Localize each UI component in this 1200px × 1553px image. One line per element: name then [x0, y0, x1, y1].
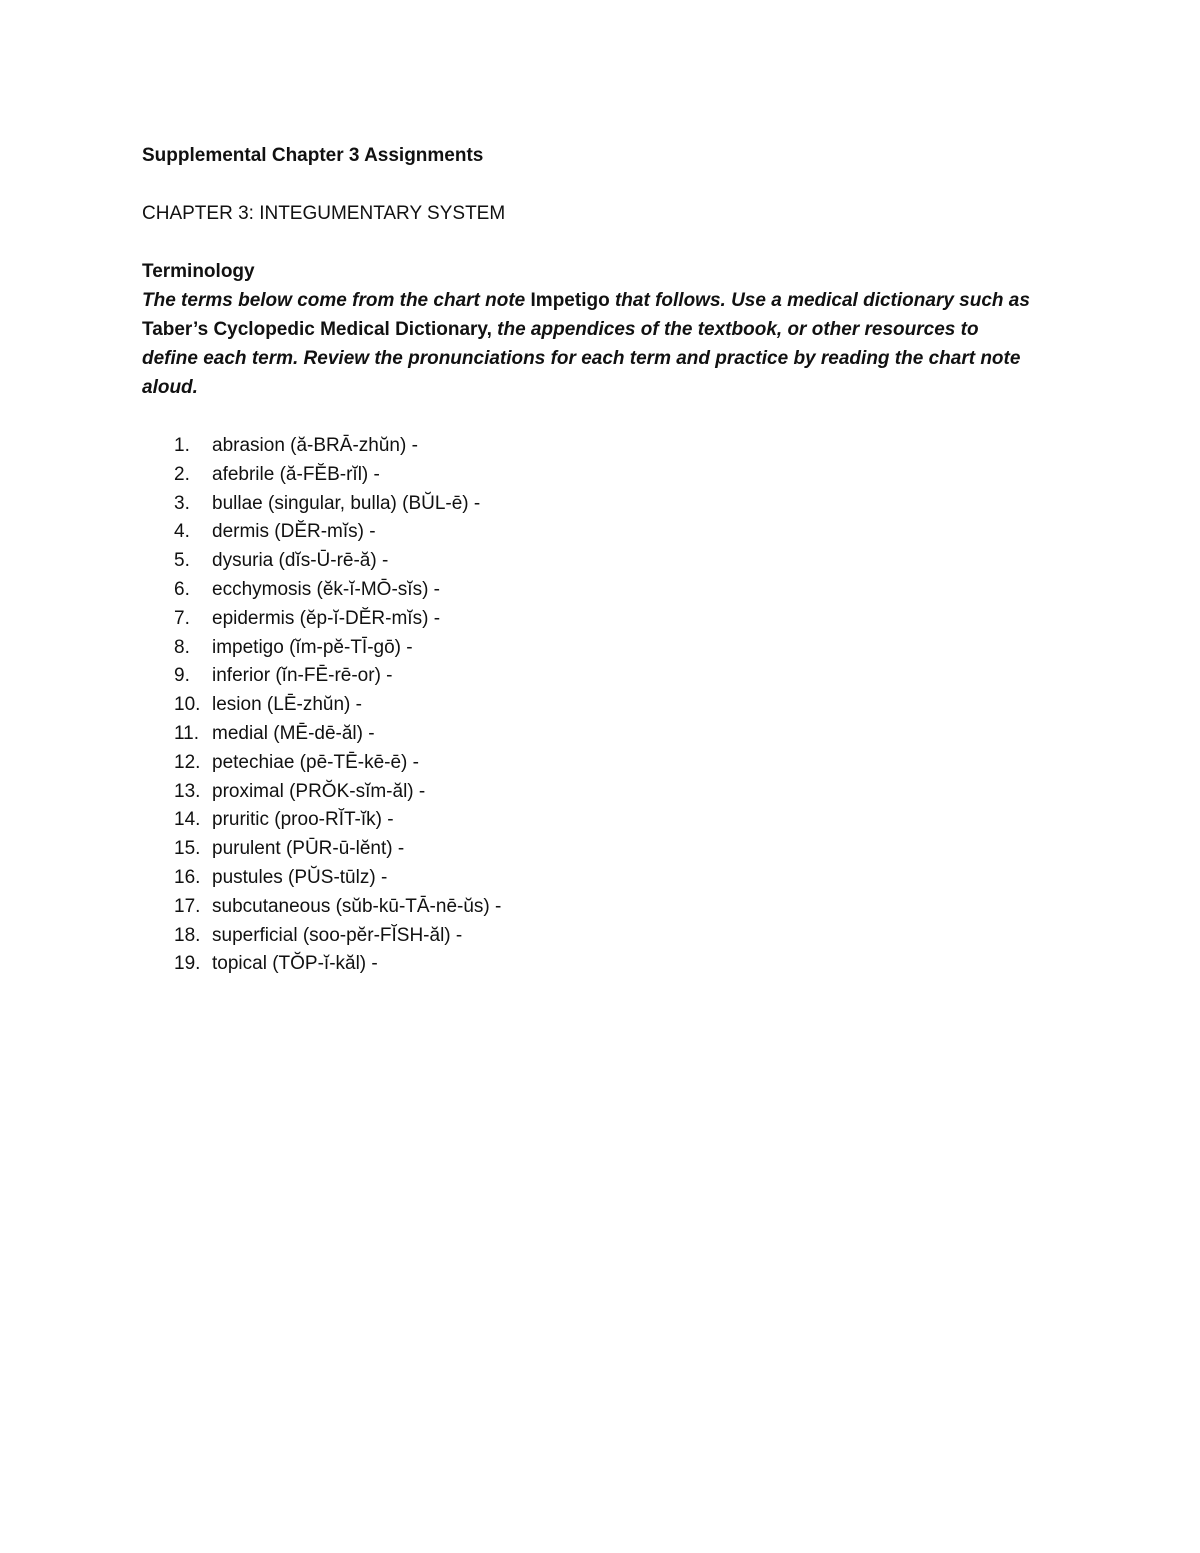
term-number-column [142, 490, 212, 519]
term-number-column [142, 634, 212, 663]
term-list [142, 432, 1042, 979]
term-text: superficial (soo-pĕr-FĬSH-ăl) - [212, 924, 463, 946]
term-text: petechiae (pē-TĒ-kē-ē) - [212, 751, 419, 773]
term-list-item [142, 518, 1042, 547]
term-number-column [142, 835, 212, 864]
term-number: 7. [174, 607, 190, 629]
term-text: bullae (singular, bulla) (BŬL-ē) - [212, 492, 481, 514]
term-text: inferior (ĭn-FĒ-rē-or) - [212, 665, 393, 687]
term-list-item [142, 864, 1042, 893]
term-number: 13. [174, 780, 201, 802]
term-number-column [142, 950, 212, 979]
instructions-text-3: the appendices of the textbook, or other resources to define each term. Review the pronunciations for each term and practice by reading the chart note aloud. [142, 319, 1021, 398]
term-list-item [142, 691, 1042, 720]
term-number-column [142, 605, 212, 634]
document-heading: Supplemental Chapter 3 Assignments [142, 145, 484, 166]
term-list-item [142, 432, 1042, 461]
term-number-column [142, 547, 212, 576]
chapter-title: CHAPTER 3: INTEGUMENTARY SYSTEM [142, 203, 506, 224]
term-text: epidermis (ĕp-ĭ-DĔR-mĭs) - [212, 607, 441, 629]
section-title-terminology: Terminology [142, 261, 255, 282]
term-text: pruritic (proo-RĬT-ĭk) - [212, 809, 394, 831]
term-list-item [142, 634, 1042, 663]
term-number-column [142, 662, 212, 691]
term-number-column [142, 778, 212, 807]
term-text: subcutaneous (sŭb-kū-TĀ-nē-ŭs) - [212, 895, 502, 917]
term-text: medial (MĒ-dē-ăl) - [212, 722, 375, 744]
term-number: 4. [174, 521, 190, 543]
term-number-column [142, 518, 212, 547]
term-number: 6. [174, 578, 190, 600]
term-text: dermis (DĔR-mĭs) - [212, 521, 376, 543]
instructions-text-2: that follows. Use a medical dictionary such as [609, 290, 1030, 311]
term-list-item [142, 720, 1042, 749]
term-text: pustules (PŬS-tūlz) - [212, 866, 388, 888]
term-list-item [142, 605, 1042, 634]
instructions-dictionary-name: Taber’s Cyclopedic Medical Dictionary, [142, 319, 492, 340]
instructions-text-1: The terms below come from the chart note [142, 290, 531, 311]
term-number: 17. [174, 895, 201, 917]
term-number: 9. [174, 665, 190, 687]
term-text: topical (TŎP-ĭ-kăl) - [212, 953, 378, 975]
term-number-column [142, 864, 212, 893]
document-content [142, 142, 1042, 979]
term-number: 3. [174, 492, 190, 514]
term-number-column [142, 432, 212, 461]
term-number-column [142, 893, 212, 922]
term-text: proximal (PRŎK-sĭm-ăl) - [212, 780, 426, 802]
term-number-column [142, 691, 212, 720]
instructions-paragraph [142, 286, 1032, 402]
term-number: 5. [174, 550, 190, 572]
term-list-item [142, 576, 1042, 605]
term-list-item [142, 749, 1042, 778]
term-text: ecchymosis (ĕk-ĭ-MŌ-sĭs) - [212, 578, 440, 600]
term-text: abrasion (ă-BRĀ-zhŭn) - [212, 435, 418, 456]
term-text: dysuria (dĭs-Ū-rē-ă) - [212, 550, 389, 572]
term-number: 18. [174, 924, 201, 946]
term-number: 14. [174, 809, 201, 831]
term-list-item [142, 922, 1042, 951]
term-number-column [142, 749, 212, 778]
term-text: purulent (PŪR-ū-lĕnt) - [212, 838, 405, 860]
term-text: impetigo (ĭm-pĕ-TĪ-gō) - [212, 636, 413, 658]
term-number-column [142, 806, 212, 835]
term-text: afebrile (ă-FĔB-rĭl) - [212, 463, 380, 485]
term-number: 8. [174, 636, 190, 658]
term-number-column [142, 720, 212, 749]
instructions-chart-note-name: Impetigo [530, 290, 610, 311]
term-number-column [142, 461, 212, 490]
term-text: lesion (LĒ-zhŭn) - [212, 694, 362, 716]
term-number: 16. [174, 866, 201, 888]
term-list-item [142, 490, 1042, 519]
term-list-item [142, 778, 1042, 807]
term-number: 1. [174, 435, 190, 456]
term-number: 11. [174, 722, 200, 744]
term-list-item [142, 662, 1042, 691]
term-number: 2. [174, 463, 190, 485]
term-list-item [142, 547, 1042, 576]
term-list-item [142, 806, 1042, 835]
term-number-column [142, 576, 212, 605]
term-number: 19. [174, 953, 201, 975]
term-number: 10. [174, 694, 201, 716]
term-list-item [142, 835, 1042, 864]
term-list-item [142, 461, 1042, 490]
term-list-item [142, 950, 1042, 979]
term-number-column [142, 922, 212, 951]
term-number: 12. [174, 751, 201, 773]
term-list-item [142, 893, 1042, 922]
term-number: 15. [174, 838, 201, 860]
